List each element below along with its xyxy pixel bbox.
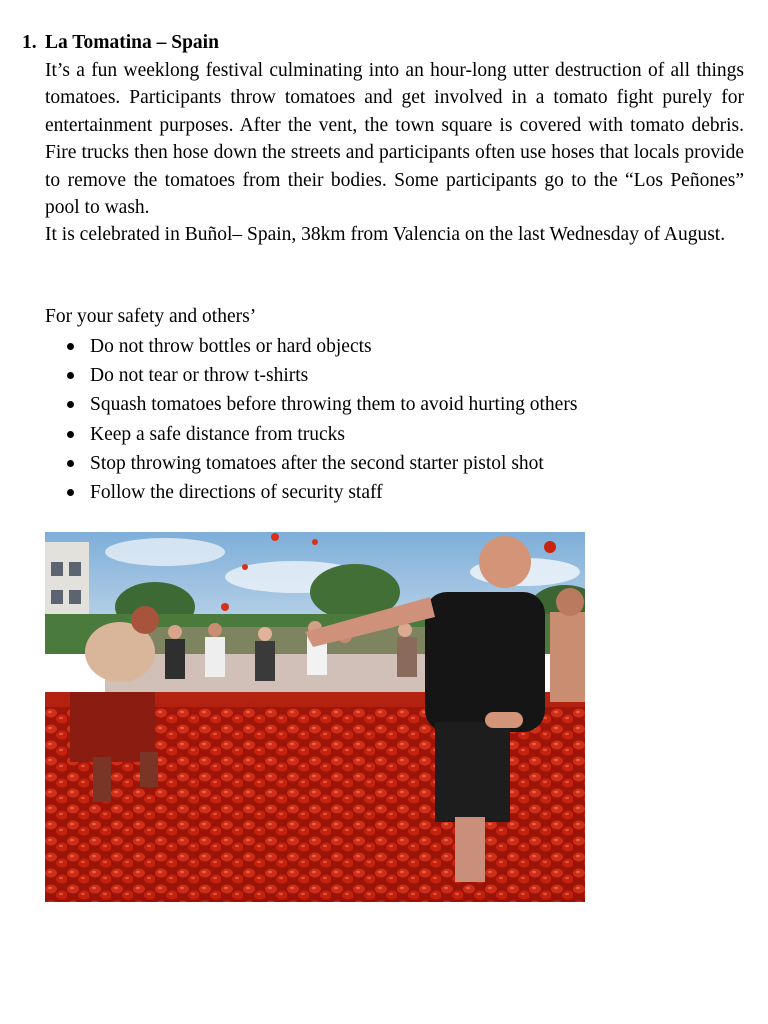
list-item: [45, 361, 577, 390]
section-heading: [22, 31, 219, 55]
bullet-icon: [67, 460, 74, 467]
bullet-icon: [67, 489, 74, 496]
bullet-icon: [67, 431, 74, 438]
safety-intro: For your safety and others’: [45, 306, 257, 327]
section-title: La Tomatina – Spain: [45, 32, 219, 53]
rule-text: Keep a safe distance from trucks: [90, 423, 346, 445]
rule-text: Squash tomatoes before throwing them to avoid hurting others: [90, 394, 578, 416]
list-item: [45, 390, 577, 419]
bullet-icon: [67, 372, 74, 379]
tomato-fight-photo: [45, 532, 585, 902]
festival-description: It’s a fun weeklong festival culminating into an hour-long utter destruction of all things tomatoes. Participants throw tomatoes and get involved in a tomato fight purely for entertainment purposes. After the vent, the town square is covered with tomato debris. Fire trucks then hose down the streets and participants often use hoses that locals provide to remove the tomatoes from their bodies. Some participants go to the “Los Peñones” pool to wash.: [45, 60, 744, 219]
list-item: [45, 478, 577, 507]
rule-text: Do not tear or throw t-shirts: [90, 365, 309, 387]
festival-location: It is celebrated in Buñol– Spain, 38km from Valencia on the last Wednesday of August.: [45, 224, 726, 245]
safety-rules-list: [45, 332, 577, 507]
rule-text: Stop throwing tomatoes after the second starter pistol shot: [90, 452, 544, 474]
list-item: [45, 449, 577, 478]
list-item: [45, 420, 577, 449]
rule-text: Do not throw bottles or hard objects: [90, 336, 372, 357]
rule-text: Follow the directions of security staff: [90, 482, 383, 504]
bullet-icon: [67, 401, 74, 408]
section-number: 1.: [22, 32, 37, 53]
bullet-icon: [67, 343, 74, 350]
list-item: [45, 332, 577, 361]
